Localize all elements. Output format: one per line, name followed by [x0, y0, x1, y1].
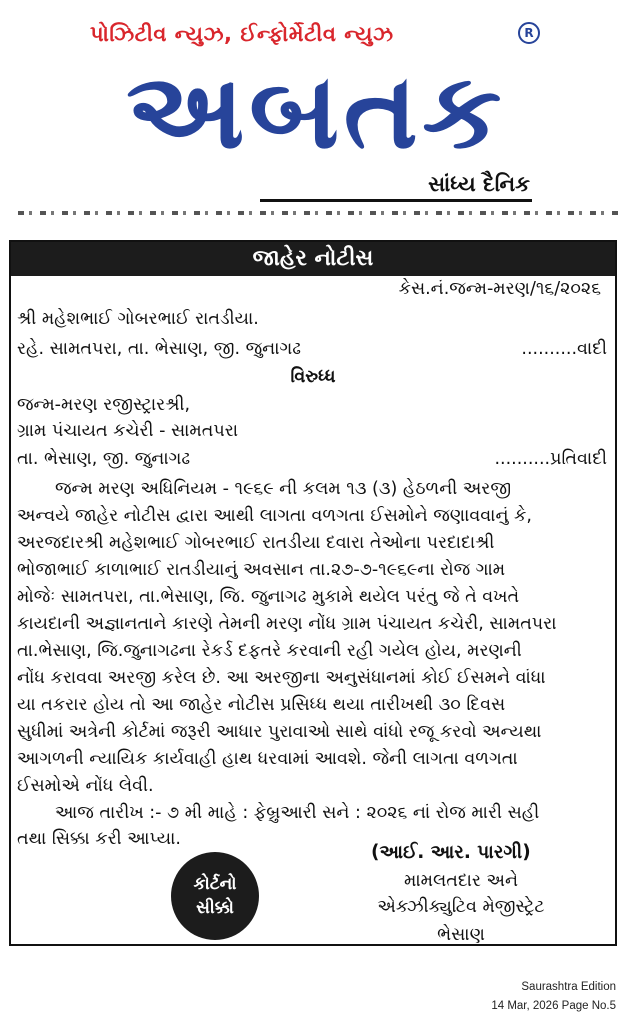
body-line: યા તકરાર હોય તો આ જાહેર નોટીસ પ્રસિધ્ધ થયા તારીખથી ૩૦ દિવસ: [17, 695, 506, 715]
date-page-label: 14 Mar, 2026 Page No.5: [491, 1000, 616, 1012]
body-line: નોંધ કરાવવા અરજી કરેલ છે. આ અરજીના અનુસંધાનમાં કોઈ ઈસમને વાંધા: [17, 668, 546, 688]
body-line: કાયદાની અજ્ઞાનતાને કારણે તેમની મરણ નોંધ ગ્રામ પંચાયત કચેરી, સામતપરા: [17, 614, 557, 634]
court-seal: [171, 852, 259, 940]
case-number: કેસ.નં.જન્મ-મરણ/૧૬/૨૦૨૬: [398, 279, 601, 299]
respondent-line: જન્મ-મરણ રજીસ્ટ્રારશ્રી,: [17, 395, 191, 415]
body-line: તા.ભેસાણ, જિ.જુનાગઢના રેકર્ડ દફતરે કરવાની રહી ગયેલ હોય, મરણની: [17, 641, 522, 661]
seal-line: સીક્કો: [196, 898, 234, 918]
respondent-role: ..........પ્રતિવાદી: [494, 449, 607, 469]
body-line: આગળની ન્યાયિક કાર્યવાહી હાથ ધરવામાં આવશે. જેની લાગતા વળગતા: [17, 749, 518, 769]
seal-line: કોર્ટનો: [193, 874, 237, 894]
registered-mark-icon: R: [518, 22, 540, 44]
date-line: તથા સિક્કા કરી આપ્યા.: [17, 829, 181, 849]
subtitle-rule: [260, 199, 532, 202]
respondent-line: ગ્રામ પંચાયત કચેરી - સામતપરા: [17, 421, 239, 441]
plaintiff-role: ..........વાદી: [521, 339, 607, 359]
versus-label: વિરુધ્ધ: [290, 367, 336, 387]
brand-logo-text: અબતક: [126, 50, 506, 172]
body-line: મોજેઃ સામતપરા, તા.ભેસાણ, જિ. જુનાગઢ મુકામે થયેલ પરંતુ જે તે વખતે: [17, 587, 520, 607]
body-line: ભોજાભાઈ કાળાભાઈ રાતડીયાનું અવસાન તા.૨૭-૭-૧૯૬૯ના રોજ ગામ: [17, 560, 506, 580]
date-line: આજ તારીખ :- ૭ મી માહે : ફેબ્રુઆરી સને : ૨૦૨૬ નાં રોજ મારી સહી: [55, 803, 540, 823]
clipped-text-strip: [18, 206, 618, 220]
plaintiff-name: શ્રી મહેશભાઈ ગોબરભાઈ રાતડીયા.: [17, 309, 259, 329]
edition-label: Saurashtra Edition: [521, 981, 616, 993]
body-line: ઈસમોએ નોંધ લેવી.: [17, 776, 154, 796]
brand-logo: [92, 52, 540, 170]
designation-line: મામલતદાર અને: [403, 871, 518, 891]
signatory-name: (આઈ. આર. પારગી): [371, 842, 531, 863]
masthead: [0, 0, 626, 210]
respondent-line: તા. ભેસાણ, જી. જુનાગઢ: [17, 449, 191, 469]
body-line: જન્મ મરણ અધિનિયમ - ૧૯૬૯ ની કલમ ૧૩ (૩) હેઠળની અરજી: [55, 479, 512, 499]
tagline: પોઝિટીવ ન્યુઝ, ઈન્ફોર્મેટીવ ન્યુઝ: [90, 22, 394, 46]
public-notice: [9, 240, 617, 946]
body-line: અન્વયે જાહેર નોટીસ દ્વારા આથી લાગતા વળગતા ઈસમોને જણાવવાનું કે,: [17, 506, 532, 526]
designation-line: એક્ઝીક્યુટિવ મેજીસ્ટ્રેટ: [377, 897, 545, 917]
plaintiff-address: રહે. સામતપરા, તા. ભેસાણ, જી. જુનાગઢ: [17, 339, 301, 359]
masthead-subtitle: સાંધ્ય દૈનિક: [428, 172, 530, 196]
notice-heading: જાહેર નોટીસ: [11, 242, 615, 276]
designation-line: ભેસાણ: [437, 925, 485, 945]
body-line: અરજદારશ્રી મહેશભાઈ ગોબરભાઈ રાતડીયા દવારા તેઓના પરદાદાશ્રી: [17, 533, 495, 553]
body-line: સુધીમાં અત્રેની કોર્ટમાં જરૂરી આધાર પુરાવાઓ સાથે વાંધો રજૂ કરવો અન્યથા: [17, 722, 542, 742]
